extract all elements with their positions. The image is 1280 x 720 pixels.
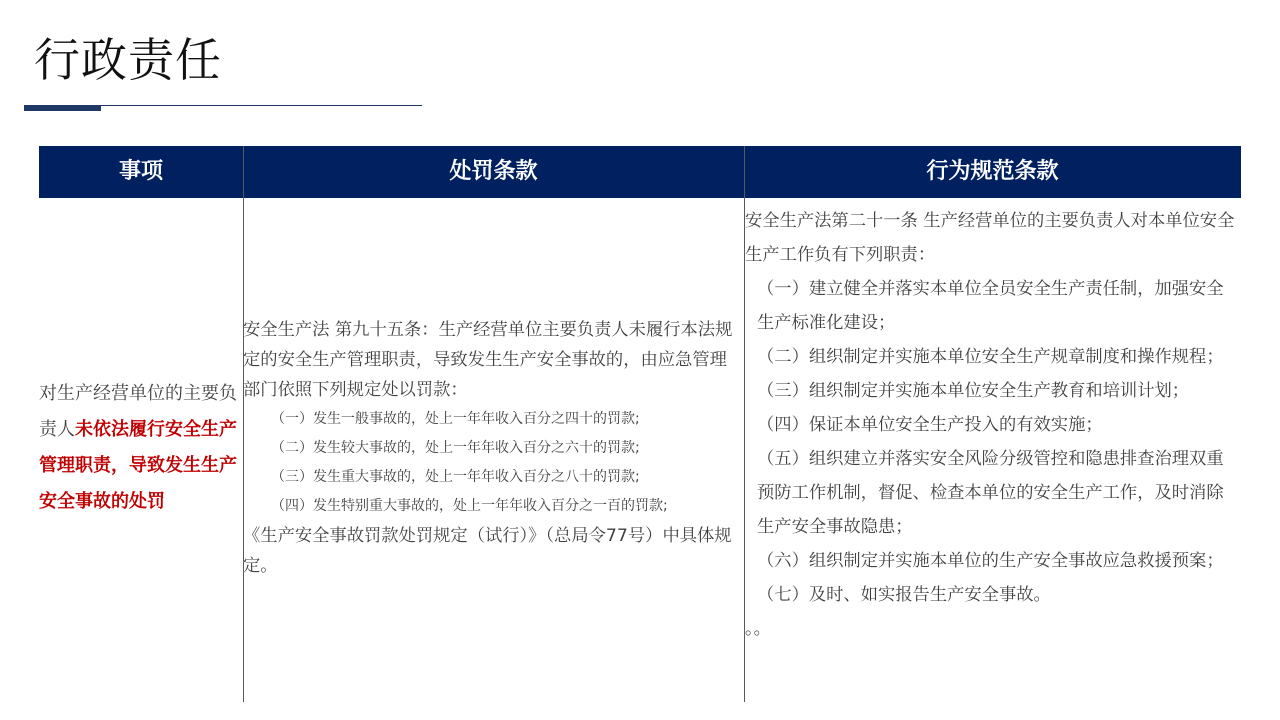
penalty-outro: 《生产安全事故罚款处罚规定（试行）》（总局令77号）中具体规定。 [243, 526, 732, 576]
penalty-cell [243, 198, 741, 698]
norms-item: （六）组织制定并实施本单位的生产安全事故应急救援预案； [757, 551, 1224, 571]
norms-intro: 安全生产法第二十一条 生产经营单位的主要负责人对本单位安全生产工作负有下列职责： [745, 211, 1235, 265]
norms-item: （五）组织建立并落实安全风险分级管控和隐患排查治理双重预防工作机制，督促、检查本单位的安全生产工作，及时消除生产安全事故隐患； [757, 449, 1224, 537]
matter-prefix: 对生产经营单位的主要负责人 [39, 383, 237, 440]
matter-cell [39, 198, 237, 698]
norms-item: （四）保证本单位安全生产投入的有效实施； [757, 415, 1103, 435]
page-title: 行政责任 [34, 33, 222, 87]
header-matter: 事项 [118, 159, 163, 184]
norms-item: （七）及时、如实报告生产安全事故。 [757, 585, 1051, 605]
table-header [39, 146, 1241, 198]
norms-item: （二）组织制定并实施本单位安全生产规章制度和操作规程； [757, 347, 1224, 367]
norms-tail: 。。 [745, 619, 771, 639]
penalty-item: （四）发生特别重大事故的，处上一年年收入百分之一百的罚款; [271, 498, 668, 514]
penalty-item: （三）发生重大事故的，处上一年年收入百分之八十的罚款; [271, 469, 640, 485]
title-accent-bar [24, 105, 101, 111]
matter-text [39, 376, 237, 520]
norms-item: （一）建立健全并落实本单位全员安全生产责任制，加强安全生产标准化建设； [757, 279, 1224, 333]
header-norms: 行为规范条款 [926, 159, 1059, 184]
penalty-item: （一）发生一般事故的，处上一年年收入百分之四十的罚款; [271, 411, 640, 427]
penalty-intro: 安全生产法 第九十五条：生产经营单位主要负责人未履行本法规定的安全生产管理职责，导致发生生产安全事故的，由应急管理部门依照下列规定处以罚款： [243, 320, 733, 400]
norms-cell [745, 204, 1239, 646]
header-penalty: 处罚条款 [449, 159, 538, 184]
norms-item: （三）组织制定并实施本单位安全生产教育和培训计划； [757, 381, 1190, 401]
penalty-item: （二）发生较大事故的，处上一年年收入百分之六十的罚款; [271, 440, 640, 456]
matter-highlight: 未依法履行安全生产管理职责，导致发生生产安全事故的处罚 [39, 419, 237, 512]
